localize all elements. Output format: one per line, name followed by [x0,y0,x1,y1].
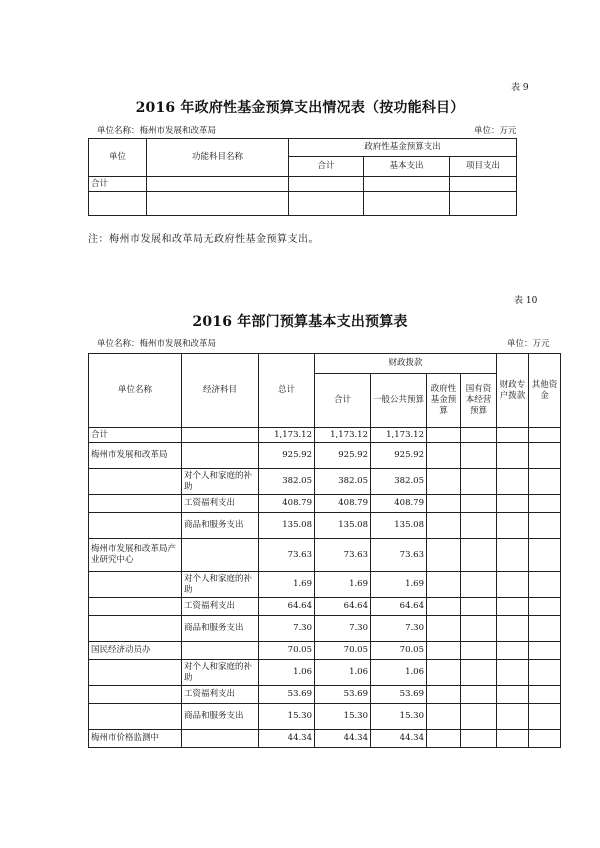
cell-other [529,572,561,598]
cell-total: 73.63 [259,539,315,572]
t9-header-group: 政府性基金预算支出 [289,139,517,157]
table-row [89,730,561,748]
cell-other [529,660,561,686]
table10-number: 表 10 [514,296,538,306]
table-row [89,428,561,443]
cell-unit: 国民经济动员办 [89,642,182,660]
table10-unit-name: 单位名称：梅州市发展和改革局 [97,339,217,349]
cell-total: 15.30 [259,704,315,730]
table9-unit-name: 单位名称：梅州市发展和改革局 [97,126,217,136]
cell-sum: 73.63 [315,539,371,572]
cell-state-capital [461,598,497,616]
cell-sum: 7.30 [315,616,371,642]
table-row [89,443,561,469]
cell-sum: 1.69 [315,572,371,598]
cell-state-capital [461,495,497,513]
cell-unit [89,704,182,730]
cell-other [529,539,561,572]
cell-state-capital [461,616,497,642]
table-row [89,598,561,616]
table-row [89,539,561,572]
cell-special [497,730,529,748]
cell-state-capital [461,469,497,495]
cell-special [497,660,529,686]
cell-special [497,616,529,642]
cell-general: 15.30 [371,704,427,730]
t10-header-fiscal: 财政拨款 [315,354,497,374]
t10-header-state-capital: 国有资本经营预算 [461,374,497,428]
cell-unit [89,598,182,616]
t10-header-total: 总计 [259,354,315,428]
cell-state-capital [461,686,497,704]
cell-general: 7.30 [371,616,427,642]
cell-other [529,428,561,443]
cell-general: 64.64 [371,598,427,616]
cell-general: 1,173.12 [371,428,427,443]
cell-total: 44.34 [259,730,315,748]
cell-econ: 工资福利支出 [182,686,259,704]
cell-unit [89,686,182,704]
cell-gov-fund [427,572,461,598]
table9 [88,138,517,216]
t9-header-function: 功能科目名称 [147,139,289,177]
cell-special [497,642,529,660]
cell-gov-fund [427,495,461,513]
table-row [89,495,561,513]
cell-other [529,642,561,660]
cell-special [497,572,529,598]
t10-header-unit: 单位名称 [89,354,182,428]
cell-general: 1.69 [371,572,427,598]
table-row [89,660,561,686]
cell-econ: 商品和服务支出 [182,513,259,539]
table9-unit: 单位：万元 [474,126,517,136]
cell-total: 135.08 [259,513,315,539]
cell-general: 925.92 [371,443,427,469]
cell-general: 135.08 [371,513,427,539]
cell-total: 1,173.12 [259,428,315,443]
cell-unit: 梅州市价格监测中 [89,730,182,748]
table9-number: 表 9 [511,83,529,93]
cell-total: 382.05 [259,469,315,495]
cell-gov-fund [427,428,461,443]
cell-total: 53.69 [259,686,315,704]
table-row [89,616,561,642]
t10-header-econ: 经济科目 [182,354,259,428]
table10 [88,353,561,748]
cell-econ: 工资福利支出 [182,598,259,616]
cell-general: 382.05 [371,469,427,495]
t10-header-sum: 合计 [315,374,371,428]
cell-econ: 商品和服务支出 [182,704,259,730]
cell-state-capital [461,428,497,443]
cell-state-capital [461,443,497,469]
cell-special [497,428,529,443]
table9-title: 2016 年政府性基金预算支出情况表（按功能科目） [135,100,465,116]
cell-econ: 对个人和家庭的补助 [182,469,259,495]
cell-other [529,513,561,539]
cell-econ: 对个人和家庭的补助 [182,660,259,686]
table-row [89,469,561,495]
cell-state-capital [461,572,497,598]
cell-other [529,730,561,748]
cell-special [497,495,529,513]
cell-other [529,495,561,513]
cell-special [497,443,529,469]
cell-unit: 梅州市发展和改革局产业研究中心 [89,539,182,572]
cell-econ: 商品和服务支出 [182,616,259,642]
cell-other [529,469,561,495]
cell-total: 70.05 [259,642,315,660]
cell-total: 925.92 [259,443,315,469]
cell-total: 64.64 [259,598,315,616]
cell-econ: 对个人和家庭的补助 [182,572,259,598]
cell-general: 44.34 [371,730,427,748]
cell-sum: 1.06 [315,660,371,686]
t9-total-label: 合计 [89,177,147,192]
cell-total: 7.30 [259,616,315,642]
cell-other [529,704,561,730]
cell-unit [89,660,182,686]
cell-sum: 15.30 [315,704,371,730]
cell-gov-fund [427,598,461,616]
cell-other [529,443,561,469]
table-row [89,513,561,539]
table-row [89,572,561,598]
cell-gov-fund [427,539,461,572]
table10-title: 2016 年部门预算基本支出预算表 [192,314,408,330]
cell-gov-fund [427,469,461,495]
cell-state-capital [461,730,497,748]
cell-special [497,686,529,704]
table-row [89,192,517,216]
cell-econ [182,539,259,572]
cell-sum: 925.92 [315,443,371,469]
t9-header-total: 合计 [289,157,364,177]
cell-state-capital [461,642,497,660]
cell-sum: 64.64 [315,598,371,616]
cell-unit: 梅州市发展和改革局 [89,443,182,469]
t10-header-general: 一般公共预算 [371,374,427,428]
table9-note: 注：梅州市发展和改革局无政府性基金预算支出。 [88,234,319,245]
t10-header-gov-fund: 政府性基金预算 [427,374,461,428]
cell-sum: 382.05 [315,469,371,495]
cell-unit [89,616,182,642]
cell-special [497,539,529,572]
cell-general: 408.79 [371,495,427,513]
cell-gov-fund [427,660,461,686]
cell-unit [89,572,182,598]
cell-general: 1.06 [371,660,427,686]
cell-total: 1.69 [259,572,315,598]
cell-econ [182,428,259,443]
cell-special [497,598,529,616]
t9-header-project: 项目支出 [450,157,517,177]
cell-gov-fund [427,730,461,748]
cell-other [529,686,561,704]
cell-unit [89,495,182,513]
t10-header-other: 其他资金 [529,354,561,428]
cell-econ: 工资福利支出 [182,495,259,513]
cell-general: 73.63 [371,539,427,572]
cell-unit [89,469,182,495]
cell-gov-fund [427,686,461,704]
cell-gov-fund [427,443,461,469]
cell-other [529,598,561,616]
cell-unit [89,513,182,539]
cell-state-capital [461,539,497,572]
cell-gov-fund [427,616,461,642]
cell-gov-fund [427,704,461,730]
t9-header-unit: 单位 [89,139,147,177]
table10-body [89,428,561,748]
cell-gov-fund [427,642,461,660]
table-row [89,177,517,192]
cell-sum: 1,173.12 [315,428,371,443]
table-row [89,704,561,730]
cell-unit: 合计 [89,428,182,443]
table-row [89,686,561,704]
cell-state-capital [461,704,497,730]
t9-header-basic: 基本支出 [364,157,450,177]
cell-econ [182,443,259,469]
t10-header-special: 财政专户拨款 [497,354,529,428]
cell-total: 408.79 [259,495,315,513]
cell-econ [182,730,259,748]
cell-state-capital [461,513,497,539]
cell-special [497,513,529,539]
table-row [89,642,561,660]
cell-sum: 53.69 [315,686,371,704]
cell-gov-fund [427,513,461,539]
cell-sum: 135.08 [315,513,371,539]
cell-special [497,704,529,730]
cell-sum: 44.34 [315,730,371,748]
cell-other [529,616,561,642]
cell-state-capital [461,660,497,686]
cell-sum: 408.79 [315,495,371,513]
cell-general: 53.69 [371,686,427,704]
cell-special [497,469,529,495]
cell-general: 70.05 [371,642,427,660]
cell-sum: 70.05 [315,642,371,660]
cell-econ [182,642,259,660]
table10-unit: 单位：万元 [507,339,550,349]
cell-total: 1.06 [259,660,315,686]
